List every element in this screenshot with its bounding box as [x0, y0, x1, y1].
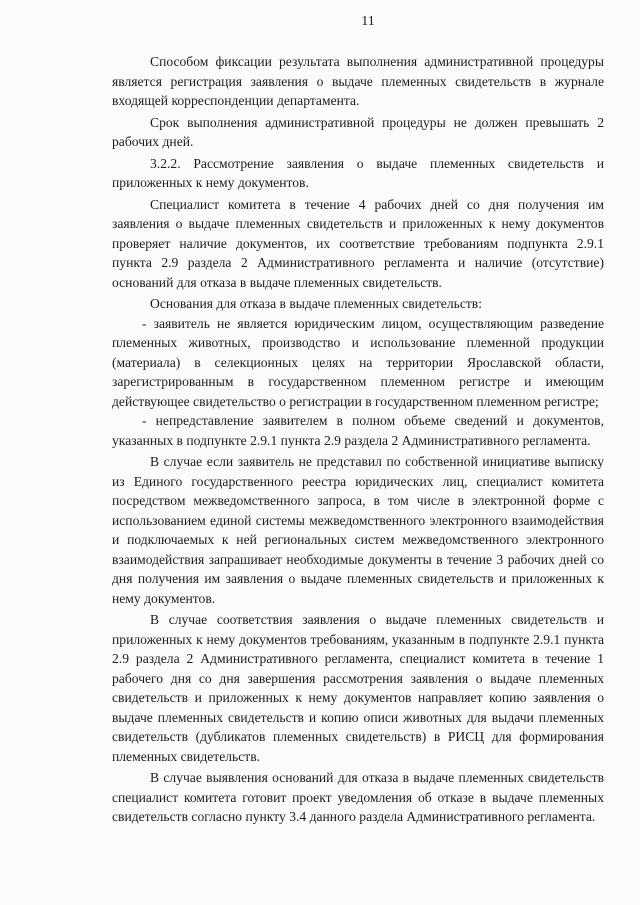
paragraph-specialist-check: Специалист комитета в течение 4 рабочих дней со дня получения им заявления о выдаче племенных свидетельств и приложенных к нему документов проверяет наличие документов, их соответствие требованиям подпункта 2.9.1 пункта 2.9 раздела 2 Административного регламента и наличие (отсутствие) оснований для отказа в выдаче племенных свидетельств. — [112, 196, 604, 290]
paragraph-interagency-request: В случае если заявитель не представил по собственной инициативе выписку из Единого государственного реестра юридических лиц, специалист комитета посредством межведомственного запроса, в том числе в электронной форме с использованием единой системы межведомственного электронного взаимодействия и подключаемых к ней региональных систем межведомственного электронного взаимодействия запрашивает необходимые документы в течение 3 рабочих дней со дня получения им заявления о выдаче племенных свидетельств и приложенных к нему документов. — [112, 454, 604, 606]
paragraph-refusal-grounds-intro: Основания для отказа в выдаче племенных свидетельств: — [150, 296, 482, 311]
paragraph-refusal-case: В случае выявления оснований для отказа в выдаче племенных свидетельств специалист комитета готовит проект уведомления об отказе в выдаче племенных свидетельств согласно пункту 3.4 данного раздела Административного регламента. — [112, 770, 604, 824]
list-item-refusal-ground-2: - непредставление заявителем в полном объеме сведений и документов, указанных в подпункте 2.9.1 пункта 2.9 раздела 2 Административного регламента. — [112, 413, 604, 448]
page-number: 11 — [361, 14, 375, 29]
section-heading-3-2-2: 3.2.2. Рассмотрение заявления о выдаче племенных свидетельств и приложенных к нему документов. — [112, 155, 604, 190]
paragraph-procedure-term: Срок выполнения административной процедуры не должен превышать 2 рабочих дней. — [112, 114, 604, 149]
document-body — [112, 52, 604, 827]
list-item-refusal-ground-1: - заявитель не является юридическим лицом, осуществляющим разведение племенных животных, производство и использование племенной продукции (материала) в селекционных целях на территории Ярославской области, зарегистрированным в государственном племенном регистре и имеющим действующее свидетельство о регистрации в государственном племенном регистре; — [112, 315, 604, 409]
paragraph-compliance-case: В случае соответствия заявления о выдаче племенных свидетельств и приложенных к нему документов требованиям, указанным в подпункте 2.9.1 пункта 2.9 раздела 2 Административного регламента, специалист комитета в течение 1 рабочего дня со дня завершения рассмотрения заявления о выдаче племенных свидетельств и приложенных к нему документов направляет копию заявления о выдаче племенных свидетельств и копию описи животных для выдачи племенных свидетельств (дубликатов племенных свидетельств) в РИСЦ для формирования племенных свидетельств. — [112, 612, 604, 764]
paragraph-fixation-method: Способом фиксации результата выполнения административной процедуры является регистрация заявления о выдаче племенных свидетельств в журнале входящей корреспонденции департамента. — [112, 54, 604, 108]
